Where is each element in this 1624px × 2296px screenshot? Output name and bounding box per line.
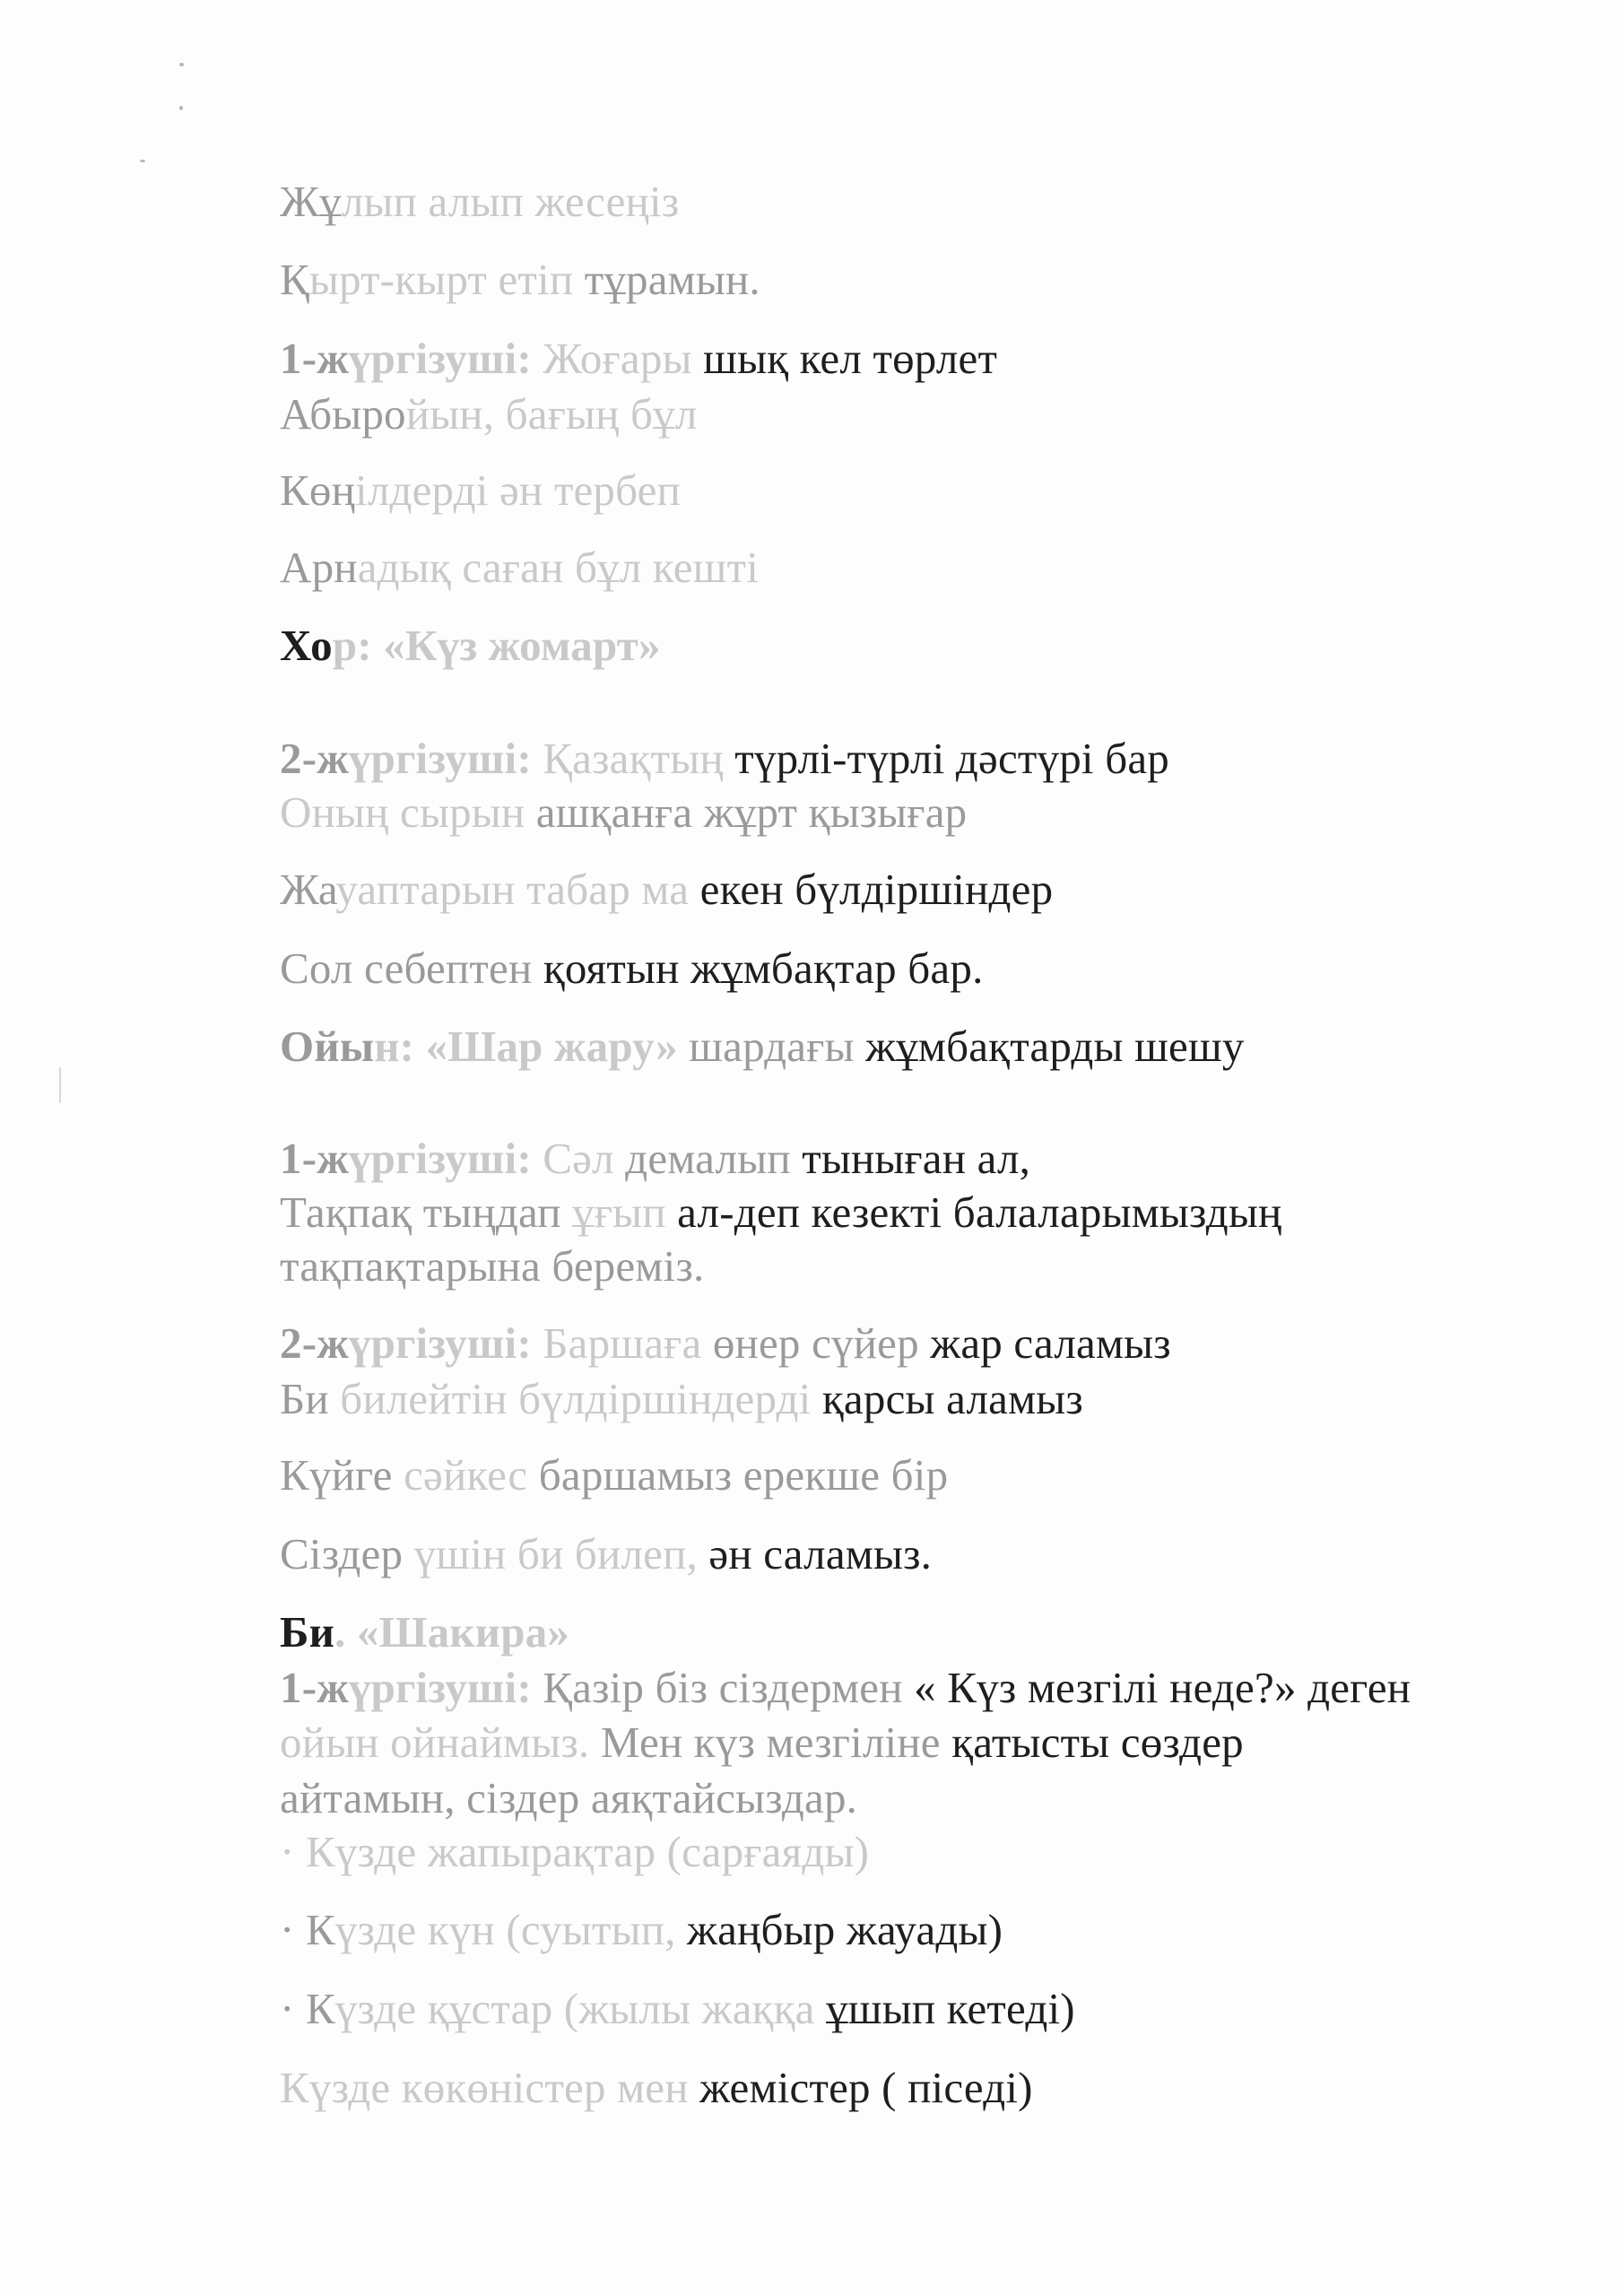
text-segment: баршамыз ерекше бір [538, 1450, 949, 1500]
text-line [280, 175, 679, 229]
text-line [280, 1132, 1030, 1186]
text-segment: ал-деп кезекті балаларымыздың [677, 1187, 1282, 1237]
scan-speck [179, 106, 183, 110]
text-segment: ілдерді ән тербеп [355, 465, 681, 515]
text-segment: ән саламыз. [708, 1529, 933, 1578]
text-segment: үзде күн (суытып, [334, 1905, 688, 1954]
text-segment: ырт-кырт етіп [308, 255, 585, 304]
text-segment: 2-ж [280, 734, 349, 783]
text-segment: Қ [280, 255, 309, 304]
text-segment: Қазақтың [531, 734, 735, 783]
text-line [280, 1239, 704, 1293]
text-segment: үргізуші: [348, 1134, 532, 1183]
text-segment: · К [280, 1984, 335, 2033]
text-segment: қоятын жұмбақтар бар. [543, 944, 984, 993]
text-segment: Ойы [280, 1022, 375, 1071]
text-line [280, 1527, 932, 1581]
text-segment: Сол себептен [280, 944, 543, 993]
text-segment: шық кел төрлет [703, 334, 998, 383]
text-segment: үргізуші: [348, 1663, 532, 1712]
text-segment: Баршаға [531, 1318, 713, 1368]
text-segment: . «Шакира» [334, 1607, 570, 1657]
text-segment: · К [280, 1905, 335, 1954]
text-segment: р: «Күз жомарт» [332, 621, 661, 670]
text-segment: Жа [280, 865, 336, 914]
text-line [280, 1372, 1083, 1426]
text-line [280, 1903, 1003, 1957]
text-line [280, 253, 760, 307]
text-line [280, 387, 698, 441]
text-segment: « Күз мезгілі неде?» деген [914, 1663, 1411, 1712]
text-segment: Қазір біз сіздермен [531, 1663, 915, 1712]
text-segment: жемістер ( піседі) [699, 2063, 1033, 2112]
scan-speck [59, 1067, 61, 1103]
text-segment: екен бүлдіршіндер [699, 865, 1054, 914]
text-segment: · Күзде жапырақтар (сарғаяды) [280, 1827, 870, 1876]
text-segment: жұмбақтарды шешу [865, 1022, 1245, 1071]
text-line [280, 619, 661, 673]
text-line [280, 1605, 569, 1659]
text-line [280, 332, 997, 386]
text-segment: қарсы аламыз [821, 1374, 1083, 1423]
text-segment: айтамын, сіздер аяқтайсыздар. [280, 1773, 858, 1822]
text-segment: Арн [280, 543, 358, 592]
text-segment: үзде құстар (жылы жаққа [334, 1984, 827, 2033]
text-segment: Абыро [280, 389, 406, 439]
text-segment: үргізуші: [348, 734, 532, 783]
text-segment: үргізуші: [348, 334, 532, 383]
text-segment: Хо [280, 621, 333, 670]
text-segment: үргізуші: [348, 1318, 532, 1368]
text-segment: демалып [625, 1134, 803, 1183]
text-segment: Би [280, 1374, 341, 1423]
text-line [280, 2061, 1033, 2115]
scan-speck [140, 160, 145, 162]
text-segment: 1-ж [280, 334, 349, 383]
text-segment: Жұ [280, 177, 342, 226]
text-segment: түрлі-түрлі дәстүрі бар [734, 734, 1169, 783]
text-segment: жар саламыз [930, 1318, 1171, 1368]
text-line [280, 732, 1169, 786]
text-segment: өнер сүйер [712, 1318, 931, 1368]
text-line [280, 786, 967, 839]
text-segment: Күзде көкөністер мен [280, 2063, 700, 2112]
text-segment: Тақпақ тыңдап [280, 1187, 573, 1237]
text-line [280, 541, 759, 595]
text-line [280, 1186, 1281, 1239]
text-segment: тұрамын. [584, 255, 760, 304]
text-line [280, 863, 1053, 917]
text-segment: Сәл [531, 1134, 626, 1183]
text-segment: тақпақтарына береміз. [280, 1241, 705, 1291]
text-segment: Жоғары [531, 334, 704, 383]
text-line [280, 1448, 948, 1502]
text-segment: Сіздер [280, 1529, 414, 1578]
text-line [280, 1716, 1244, 1770]
text-segment: йын, бағың бұл [405, 389, 698, 439]
text-segment: н: «Шар жару» [374, 1022, 678, 1071]
text-segment: адық саған бұл кешті [357, 543, 760, 592]
text-segment: үшін би билеп, [413, 1529, 709, 1578]
text-segment: 2-ж [280, 1318, 349, 1368]
text-segment: сәйкес [404, 1450, 539, 1500]
text-segment: ойын ойнаймыз. [280, 1718, 601, 1767]
text-segment: 1-ж [280, 1663, 349, 1712]
text-segment: Мен күз мезгіліне [600, 1718, 952, 1767]
text-segment: шардағы [677, 1022, 866, 1071]
text-line [280, 1020, 1245, 1074]
text-segment: Көң [280, 465, 356, 515]
text-segment: тыныған ал, [802, 1134, 1031, 1183]
text-segment: жаңбыр жауады) [687, 1905, 1003, 1954]
text-segment: Би [280, 1607, 335, 1657]
text-segment: 1-ж [280, 1134, 349, 1183]
text-segment: Күйге [280, 1450, 404, 1500]
text-segment: лып алып жесеңіз [341, 177, 680, 226]
text-line [280, 1771, 857, 1825]
text-line [280, 942, 984, 996]
text-segment: ұшып кетеді) [826, 1984, 1075, 2033]
text-segment: Оның сырын [280, 787, 536, 837]
text-segment: билейтін бүлдіршіндерді [340, 1374, 822, 1423]
text-line [280, 1317, 1171, 1370]
text-segment: қатысты сөздер [951, 1718, 1244, 1767]
text-segment: уаптарын табар ма [335, 865, 700, 914]
text-segment: ашқанға жұрт қызығар [535, 787, 968, 837]
text-line [280, 1661, 1411, 1715]
scan-speck [179, 63, 184, 66]
text-line [280, 464, 681, 517]
text-segment: ұғып [572, 1187, 678, 1237]
text-line [280, 1825, 869, 1879]
text-line [280, 1982, 1075, 2036]
